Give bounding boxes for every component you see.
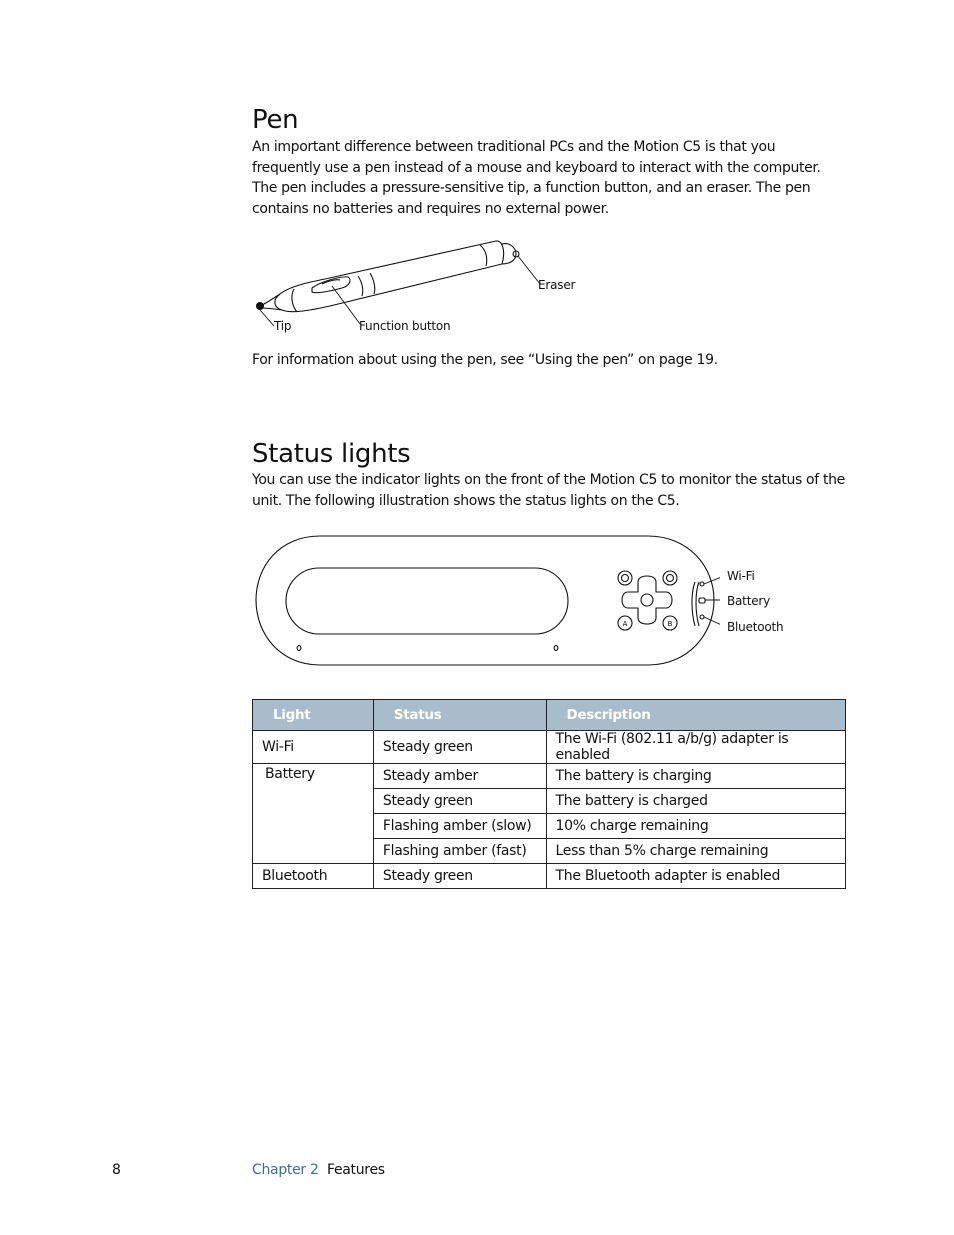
description-cell: The Wi-Fi (802.11 a/b/g) adapter is enabled [546,731,845,764]
description-cell: 10% charge remaining [546,814,845,839]
table-row [253,864,846,889]
light-cell-wifi: Wi-Fi [253,731,374,764]
column-header-status: Status [373,700,546,731]
status-lights-table [252,699,846,889]
footer-section-title: Features [326,1162,385,1178]
page-number: 8 [112,1162,121,1178]
description-cell: Less than 5% charge remaining [546,839,845,864]
footer-chapter-link[interactable]: Chapter 2 [252,1162,319,1178]
status-label-battery: Battery [727,594,771,608]
description-cell: The battery is charged [546,789,845,814]
light-cell-bluetooth: Bluetooth [253,864,374,889]
status-cell: Flashing amber (fast) [373,839,546,864]
status-label-bluetooth: Bluetooth [727,620,784,634]
status-label-wifi: Wi-Fi [727,569,755,583]
column-header-light: Light [253,700,374,731]
light-cell-battery: Battery [253,764,374,864]
status-cell: Steady green [373,864,546,889]
description-cell: The Bluetooth adapter is enabled [546,864,845,889]
pen-intro: An important difference between traditional PCs and the Motion C5 is that you frequently use a pen instead of a mouse and keyboard to interact with the computer. The pen includes a pressure-sensitive tip, a function button, and an eraser. The pen contains no batteries and requires no external power. [252,139,821,217]
status-intro: You can use the indicator lights on the front of the Motion C5 to monitor the status of the unit. The following illustration shows the status lights on the C5. [252,472,845,509]
status-heading: Status lights [252,439,411,469]
pen-label-function-button: Function button [359,319,451,333]
status-cell: Flashing amber (slow) [373,814,546,839]
status-cell: Steady green [373,789,546,814]
column-header-description: Description [546,700,845,731]
button-a-text: A [622,620,628,628]
description-cell: The battery is charging [546,764,845,789]
pen-heading: Pen [252,105,299,135]
status-lights-illustration [250,530,720,672]
table-row [253,764,846,789]
button-b-text: B [667,620,673,628]
pen-info: For information about using the pen, see “Using the pen” on page 19. [252,352,718,368]
pen-label-tip: Tip [274,319,292,333]
pen-label-eraser: Eraser [538,278,576,292]
status-cell: Steady amber [373,764,546,789]
table-header-row [253,700,846,731]
table-row [253,731,846,764]
footer-chapter [252,1162,385,1178]
status-cell: Steady green [373,731,546,764]
